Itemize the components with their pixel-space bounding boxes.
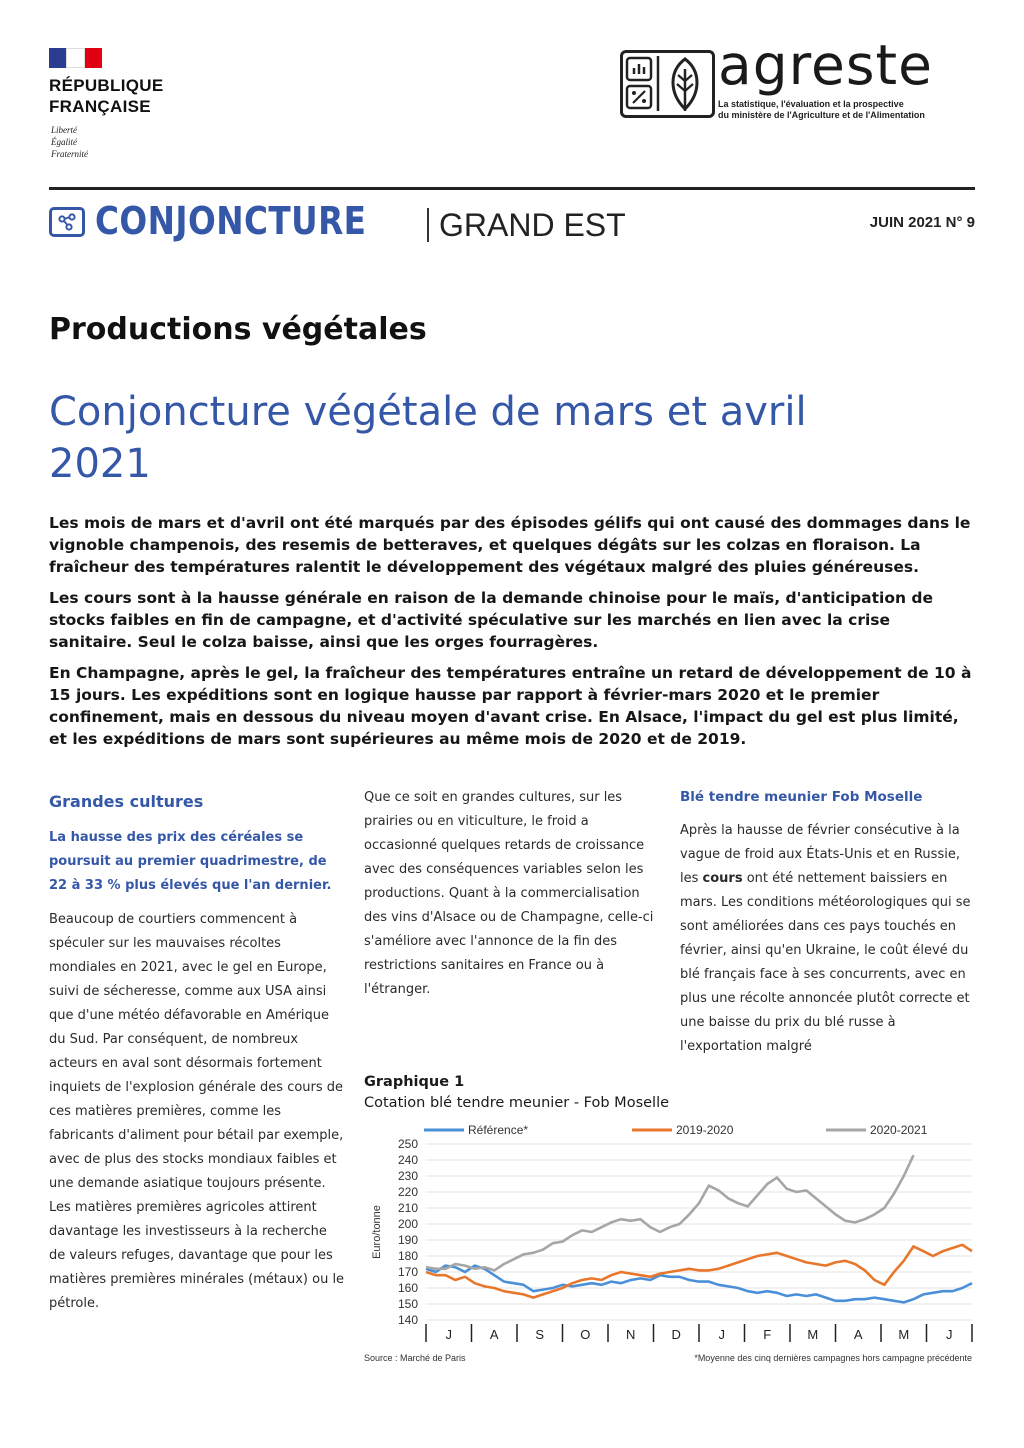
y-tick-label: 210: [397, 1201, 418, 1215]
ble-tendre-heading: Blé tendre meunier Fob Moselle: [680, 789, 923, 805]
y-axis-label: Euro/tonne: [371, 1205, 383, 1259]
column-2: [364, 786, 661, 1002]
x-tick-label: O: [580, 1327, 591, 1342]
republic-line2: FRANÇAISE: [49, 97, 151, 116]
column-1: [49, 788, 345, 1316]
ble-body-part2: ont été nettement baissiers en mars. Les conditions météorologiques qui se sont améliorées dans ces pays touchés en février, ainsi qu'en Ukraine, le coût élevé du blé français face à ses concurrents, avec en plus une récolte annoncée plutôt correcte et une baisse du prix du blé russe à l'exportation malgré: [680, 871, 971, 1054]
x-tick-label: D: [671, 1327, 681, 1342]
motto-fraternite: Fraternité: [51, 149, 88, 159]
agreste-tagline: [718, 99, 925, 121]
chart-subtitle: Cotation blé tendre meunier - Fob Moselle: [364, 1095, 670, 1111]
section-title: Productions végétales: [49, 312, 427, 347]
republic-flag: [49, 48, 102, 68]
x-tick-label: A: [489, 1327, 499, 1342]
wheat-price-chart: [364, 1118, 976, 1350]
lead-paragraph: Les cours sont à la hausse générale en raison de la demande chinoise pour le maïs, d'anticipation de stocks faibles en fin de campagne, et d'activité spéculative sur les marchés en lien avec la crise sanitaire. Seul le colza baisse, ainsi que les orges fourragères.: [49, 589, 934, 651]
x-tick-label: S: [535, 1327, 545, 1342]
ble-body-part1: Après la hausse de février consécutive à la vague de froid aux États-Unis et en Russie, les: [680, 823, 960, 886]
y-tick-label: 160: [397, 1281, 418, 1295]
x-tick-label: M: [898, 1327, 910, 1342]
y-tick-label: 220: [397, 1185, 418, 1199]
column-3: [680, 785, 976, 1059]
x-tick-label: F: [763, 1327, 772, 1342]
headline-line1: Conjoncture végétale de mars et avril: [49, 389, 807, 435]
y-tick-label: 180: [397, 1249, 418, 1263]
chart-title: Graphique 1: [364, 1074, 465, 1090]
chart-source: Source : Marché de Paris: [364, 1353, 466, 1363]
y-tick-label: 190: [397, 1233, 418, 1247]
header-rule: [49, 187, 975, 190]
y-tick-label: 200: [397, 1217, 418, 1231]
agreste-wordmark: agreste: [718, 33, 933, 97]
x-tick-label: J: [445, 1327, 452, 1342]
lead-paragraph: Les mois de mars et d'avril ont été marqués par des épisodes gélifs qui ont causé des dommages dans le vignoble champenois, des resemis de betteraves, et quelques dégâts sur les colzas en floraison. La fraîcheur des températures ralentit le développement des végétaux malgré des pluies généreuses.: [49, 514, 971, 576]
y-tick-label: 140: [397, 1313, 418, 1327]
y-tick-label: 230: [397, 1169, 418, 1183]
legend-label: 2019-2020: [676, 1123, 734, 1137]
y-tick-label: 240: [397, 1153, 418, 1167]
conjoncture-icon: [49, 207, 85, 237]
grandes-cultures-heading: Grandes cultures: [49, 792, 204, 811]
x-tick-label: J: [718, 1327, 725, 1342]
y-tick-label: 250: [397, 1137, 418, 1151]
lead-summary: [49, 512, 977, 759]
series-title: CONJONCTURE: [95, 199, 367, 243]
issue-number: JUIN 2021 N° 9: [869, 214, 975, 231]
region-name: GRAND EST: [439, 207, 626, 243]
y-tick-label: 150: [397, 1297, 418, 1311]
agreste-tagline-2: du ministère de l'Agriculture et de l'Alimentation: [718, 110, 925, 120]
legend-label: Référence*: [468, 1123, 529, 1137]
series-line-1: [426, 1245, 972, 1298]
x-tick-label: N: [626, 1327, 636, 1342]
legend-label: 2020-2021: [870, 1123, 928, 1137]
grandes-cultures-kicker: La hausse des prix des céréales se poursuit au premier quadrimestre, de 22 à 33 % plus élevés que l'an dernier.: [49, 830, 332, 893]
headline: [49, 386, 969, 490]
ble-tendre-body: [680, 819, 976, 1059]
x-tick-label: A: [853, 1327, 863, 1342]
chart-footnote: *Moyenne des cinq dernières campagnes hors campagne précédente: [694, 1353, 972, 1363]
agreste-tagline-1: La statistique, l'évaluation et la prospective: [718, 99, 904, 109]
ble-body-bold: cours: [702, 871, 743, 886]
y-tick-label: 170: [397, 1265, 418, 1279]
motto-liberte: Liberté: [51, 125, 77, 135]
column-2-body: Que ce soit en grandes cultures, sur les prairies ou en viticulture, le froid a occasionné quelques retards de croissance avec des conséquences variables selon les productions. Quant à la commercialisation des vins d'Alsace ou de Champagne, celle-ci s'améliore avec l'annonce de la fin des restrictions sanitaires en France ou à l'étranger.: [364, 790, 654, 997]
agreste-logo-icon: [620, 50, 715, 118]
headline-line2: 2021: [49, 441, 151, 487]
lead-paragraph: En Champagne, après le gel, la fraîcheur des températures entraîne un retard de développement de 10 à 15 jours. Les expéditions sont en logique hausse par rapport à février-mars 2020 et le premier confinement, mais en dessous du niveau moyen d'avant crise. En Alsace, l'impact du gel est plus limité, et les expéditions de mars sont supérieures au même mois de 2020 et de 2019.: [49, 664, 972, 748]
x-tick-label: M: [807, 1327, 819, 1342]
region-separator: [427, 208, 429, 242]
x-tick-label: J: [946, 1327, 953, 1342]
motto-egalite: Égalité: [51, 137, 77, 147]
series-line-2: [426, 1155, 914, 1270]
republic-title: [49, 75, 163, 117]
grandes-cultures-body: Beaucoup de courtiers commencent à spéculer sur les mauvaises récoltes mondiales en 2021, avec le gel en Europe, suivi de sécheresse, comme aux USA ainsi que d'une météo défavorable en Amérique du Sud. Par conséquent, de nombreux acteurs en aval sont désormais fortement inquiets de l'explosion générale des cours de ces matières premières, comme les fabricants d'aliment pour bétail par exemple, avec de plus des stocks mondiaux faibles et une demande asiatique toujours présente. Les matières premières agricoles attirent davantage les investisseurs à la recherche de valeurs refuges, davantage que pour les matières premières minérales (métaux) ou le pétrole.: [49, 912, 345, 1311]
republic-motto: [51, 124, 88, 160]
republic-line1: RÉPUBLIQUE: [49, 76, 164, 95]
